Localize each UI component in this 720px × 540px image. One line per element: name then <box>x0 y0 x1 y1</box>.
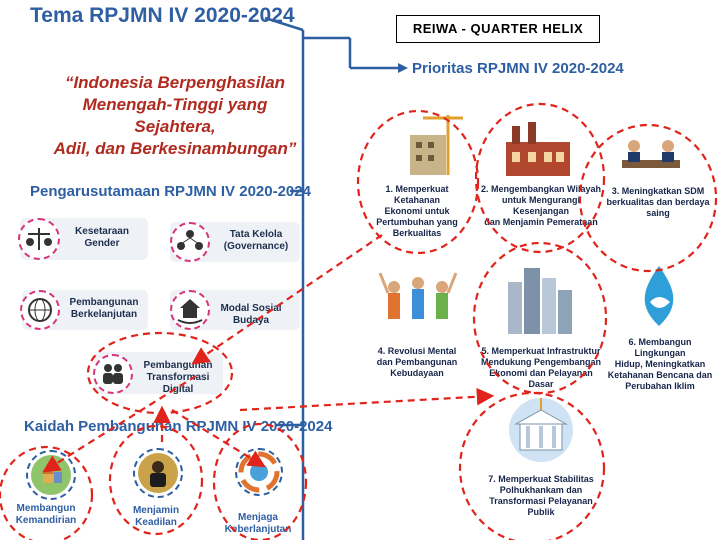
kaidah-label-1: Membangun Kemandirian <box>15 503 77 526</box>
highlight-circle-keberlanjutan <box>214 424 306 540</box>
helix-badge: REIWA - QUARTER HELIX <box>396 15 600 43</box>
highlight-circle-prioritas-3 <box>580 125 716 271</box>
quote-line-3: Adil, dan Berkesinambungan” <box>53 139 297 158</box>
highlight-circle-keadilan <box>110 426 202 534</box>
quote-line-1: “Indonesia Berpenghasilan <box>64 73 286 92</box>
card-label: Modal Sosial Budaya <box>220 303 282 326</box>
pengarusutamaan-title: Pengarusutamaan RPJMN IV 2020-2024 <box>30 183 311 200</box>
quote-line-2: Menengah-Tinggi yang Sejahtera, <box>82 95 268 136</box>
highlight-circle-prioritas-7 <box>460 393 604 540</box>
highlight-circle-transformasi-digital <box>88 333 232 413</box>
prioritas-label-3: 3. Meningkatkan SDM berkualitas dan berdaya saing <box>606 186 710 218</box>
highlight-circle-prioritas-2 <box>476 104 604 252</box>
arrow-to-transformasi <box>195 235 382 362</box>
card-label: Kesetaraan Gender <box>75 226 129 249</box>
highlight-circle-kemandirian <box>0 447 92 540</box>
prioritas-label-4: 4. Revolusi Mental dan Pembangunan Kebudayaan <box>376 346 458 378</box>
prioritas-label-2: 2. Mengembangkan Wilayah untuk Mengurangi Kesenjangan dan Menjamin Pemerataan <box>481 184 601 227</box>
arrow-to-kemandirian <box>46 376 196 470</box>
arrow-to-infrastruktur <box>240 396 490 410</box>
kaidah-label-2: Menjamin Keadilan <box>132 505 180 528</box>
highlight-circle-prioritas-5 <box>474 243 606 393</box>
card-label: Pembangunan Berkelanjutan <box>69 297 139 320</box>
card-label: Pembangunan Transformasi Digital <box>143 360 213 395</box>
card-label: Tata Kelola (Governance) <box>223 229 289 252</box>
kaidah-label-3: Menjaga Keberlanjutan <box>224 512 292 535</box>
theme-title: Tema RPJMN IV 2020-2024 <box>30 4 295 27</box>
prioritas-label-7: 7. Memperkuat Stabilitas Polhukhankam dan Transformasi Pelayanan Publik <box>488 474 594 517</box>
prioritas-label-1: 1. Memperkuat Ketahanan Ekonomi untuk Pertumbuhan yang Berkualitas <box>376 184 458 238</box>
highlight-circle-prioritas-1 <box>358 111 478 253</box>
prioritas-label-6: 6. Membangun Lingkungan Hidup, Meningkatkan Ketahanan Bencana dan Perubahan Iklim <box>607 337 713 391</box>
prioritas-title: Prioritas RPJMN IV 2020-2024 <box>412 60 624 77</box>
prioritas-label-5: 5. Memperkuat Infrastruktur Mendukung Pengembangan Ekonomi dan Pelayanan Dasar <box>480 346 601 389</box>
kaidah-title: Kaidah Pembangunan RPJMN IV 2020-2024 <box>24 418 333 435</box>
